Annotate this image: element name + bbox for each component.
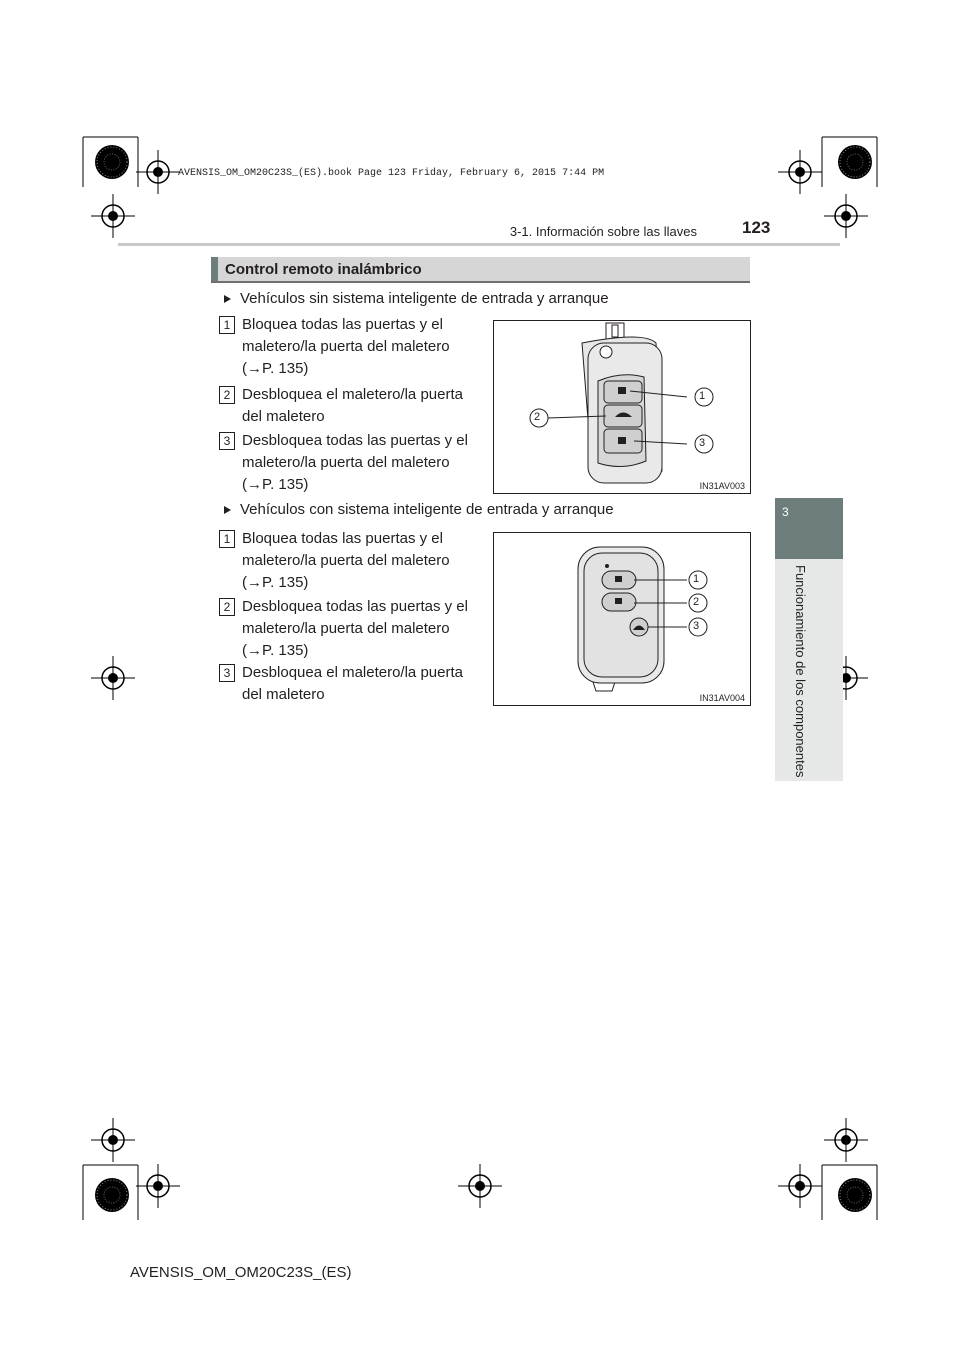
item-description: Desbloquea todas las puertas y el maletero/la puerta del maletero (→P. 135) — [242, 598, 468, 659]
item-description: Bloquea todas las puertas y el maletero/la puerta del maletero (→P. 135) — [242, 316, 450, 377]
callout-3: 3 — [693, 620, 700, 632]
callout-1: 1 — [693, 573, 700, 585]
folding-key-illustration — [494, 321, 750, 493]
item-number: 3 — [219, 432, 235, 450]
callout-1: 1 — [699, 390, 706, 402]
item-description: Desbloquea el maletero/la puerta del maletero — [242, 664, 463, 703]
item-description: Desbloquea el maletero/la puerta del maletero — [242, 386, 463, 425]
item-number: 2 — [219, 598, 235, 616]
item-description: Bloquea todas las puertas y el maletero/la puerta del maletero (→P. 135) — [242, 530, 450, 591]
item-number: 2 — [219, 386, 235, 404]
callout-2: 2 — [534, 411, 541, 423]
callout-2: 2 — [693, 596, 700, 608]
running-head: 3-1. Información sobre las llaves — [509, 224, 697, 239]
smart-key-illustration — [494, 533, 750, 705]
key-figure — [493, 320, 751, 494]
triangle-bullet-icon — [224, 506, 231, 514]
figure-code: IN31AV004 — [699, 693, 745, 703]
chapter-label: Funcionamiento de los componentes — [793, 565, 808, 778]
section-accent — [211, 257, 218, 281]
item-description: Desbloquea todas las puertas y el maletero/la puerta del maletero (→P. 135) — [242, 432, 468, 493]
chapter-tab — [775, 498, 843, 559]
triangle-bullet-icon — [224, 295, 231, 303]
chapter-number: 3 — [782, 505, 789, 519]
group-heading: Vehículos con sistema inteligente de entrada y arranque — [224, 501, 614, 518]
callout-3: 3 — [699, 437, 706, 449]
page-number: 123 — [742, 218, 771, 237]
section-title-box — [211, 257, 750, 283]
figure-code: IN31AV003 — [699, 481, 745, 491]
smart-key-figure — [493, 532, 751, 706]
item-number: 3 — [219, 664, 235, 682]
group-heading: Vehículos sin sistema inteligente de entrada y arranque — [224, 290, 609, 307]
item-number: 1 — [219, 530, 235, 548]
section-title: Control remoto inalámbrico — [225, 261, 422, 278]
page-footer: AVENSIS_OM_OM20C23S_(ES) — [130, 1264, 352, 1281]
item-number: 1 — [219, 316, 235, 334]
book-file-header: AVENSIS_OM_OM20C23S_(ES).book Page 123 Friday, February 6, 2015 7:44 PM — [178, 168, 605, 179]
chapter-side-bar — [775, 559, 843, 781]
header-rule — [118, 243, 840, 246]
